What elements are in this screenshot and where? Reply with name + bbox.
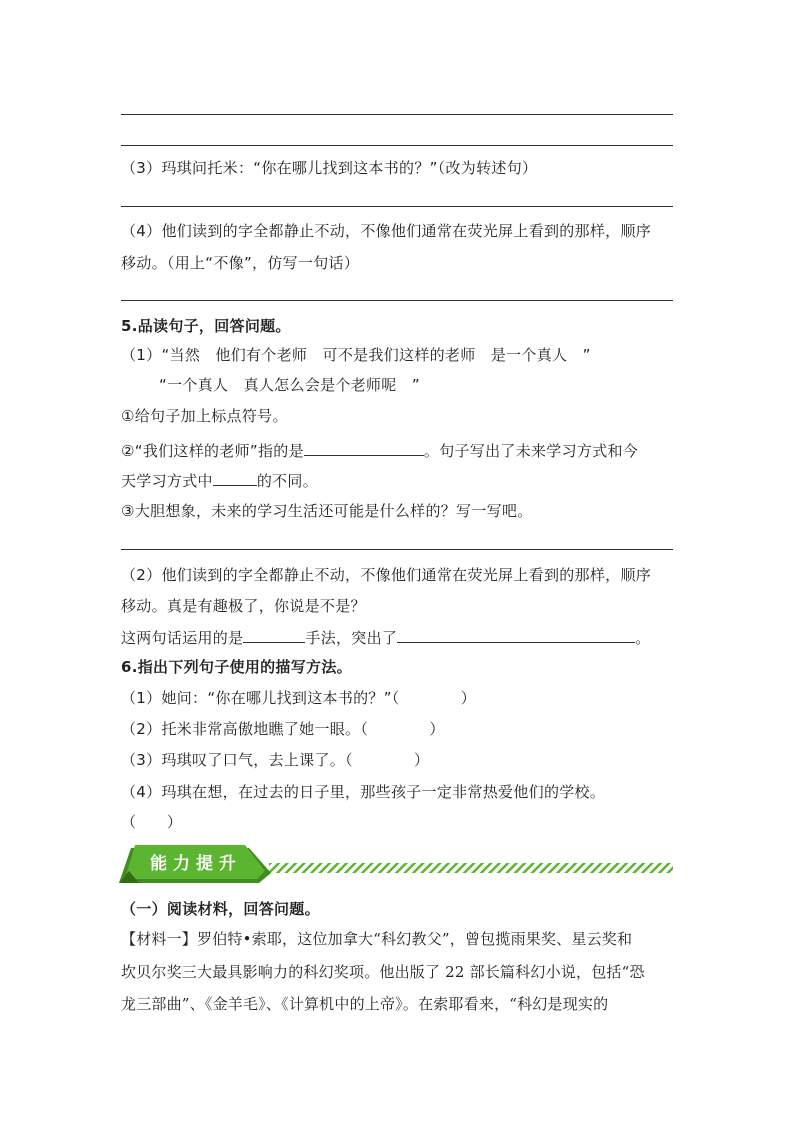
banner-stripe-band: [269, 863, 673, 873]
section-5-item-2-line-1: （2）他们读到的字全都静止不动，不像他们通常在荧光屏上看到的那样，顺序: [121, 566, 652, 584]
subquestion-2-line-2-text-b: 的不同。: [256, 472, 319, 490]
subquestion-2-line-2-text-a: 天学习方式中: [121, 472, 213, 490]
item-2-text-a: 这两句话运用的是: [121, 629, 244, 647]
section-5-item-2-line-3: [121, 626, 651, 648]
fill-blank[interactable]: [397, 626, 635, 643]
section-5-title: 5.品读句子，回答问题。: [121, 317, 291, 335]
section-6-title: 6.指出下列句子使用的描写方法。: [121, 658, 352, 676]
answer-line[interactable]: [121, 206, 673, 207]
subquestion-2-text-a: ②“我们这样的老师”指的是: [121, 442, 304, 460]
answer-line[interactable]: [121, 114, 673, 115]
answer-line[interactable]: [121, 300, 673, 301]
item-2-text-c: 。: [635, 629, 651, 647]
question-3: （3）玛琪问托米：“你在哪儿找到这本书的？”（改为转述句）: [121, 159, 538, 177]
section-6-item-4-line-2: （ ）: [121, 813, 183, 831]
section-5-subquestion-1: ①给句子加上标点符号。: [121, 407, 288, 425]
section-5-subquestion-2-line-2: [121, 469, 318, 491]
fill-blank[interactable]: [213, 469, 257, 486]
question-4-line-1: （4）他们读到的字全都静止不动，不像他们通常在荧光屏上看到的那样，顺序: [121, 222, 652, 240]
section-6-item-4-line-1: （4）玛琪在想，在过去的日子里，那些孩子一定非常热爱他们的学校。: [121, 783, 606, 801]
question-4-line-2: 移动。（用上“不像”，仿写一句话）: [121, 254, 360, 272]
subquestion-2-text-b: 。句子写出了未来学习方式和今: [423, 442, 639, 460]
section-5-item-1-line-2: “一个真人 真人怎么会是个老师呢 ”: [159, 376, 420, 394]
answer-line[interactable]: [121, 145, 673, 146]
section-5-subquestion-3: ③大胆想象，未来的学习生活还可能是什么样的？写一写吧。: [121, 502, 533, 520]
material-1-line-3: 龙三部曲”、《金羊毛》、《计算机中的上帝》。在索耶看来，“科幻是现实的: [121, 995, 609, 1013]
fill-blank[interactable]: [243, 626, 305, 643]
part-1-title: （一）阅读材料，回答问题。: [121, 900, 320, 918]
section-6-item-1: （1）她问：“你在哪儿找到这本书的？”（ ）: [121, 689, 477, 707]
fill-blank[interactable]: [304, 439, 424, 456]
section-6-item-3: （3）玛琪叹了口气，去上课了。（ ）: [121, 751, 430, 769]
banner-title: 能 力 提 升: [150, 854, 236, 874]
section-6-item-2: （2）托米非常高傲地瞧了她一眼。（ ）: [121, 720, 445, 738]
section-5-item-1-line-1: （1）“当然 他们有个老师 可不是我们这样的老师 是一个真人 ”: [121, 346, 591, 364]
section-5-item-2-line-2: 移动。真是有趣极了，你说是不是？: [121, 597, 366, 615]
answer-line[interactable]: [121, 549, 673, 550]
section-banner: [119, 843, 675, 883]
section-5-subquestion-2-line-1: [121, 439, 638, 461]
item-2-text-b: 手法，突出了: [305, 629, 398, 647]
material-1-line-2: 坎贝尔奖三大最具影响力的科幻奖项。他出版了 22 部长篇科幻小说，包括“恐: [121, 963, 645, 981]
material-1-line-1: 【材料一】罗伯特•索耶，这位加拿大“科幻教父”，曾包揽雨果奖、星云奖和: [121, 930, 633, 948]
